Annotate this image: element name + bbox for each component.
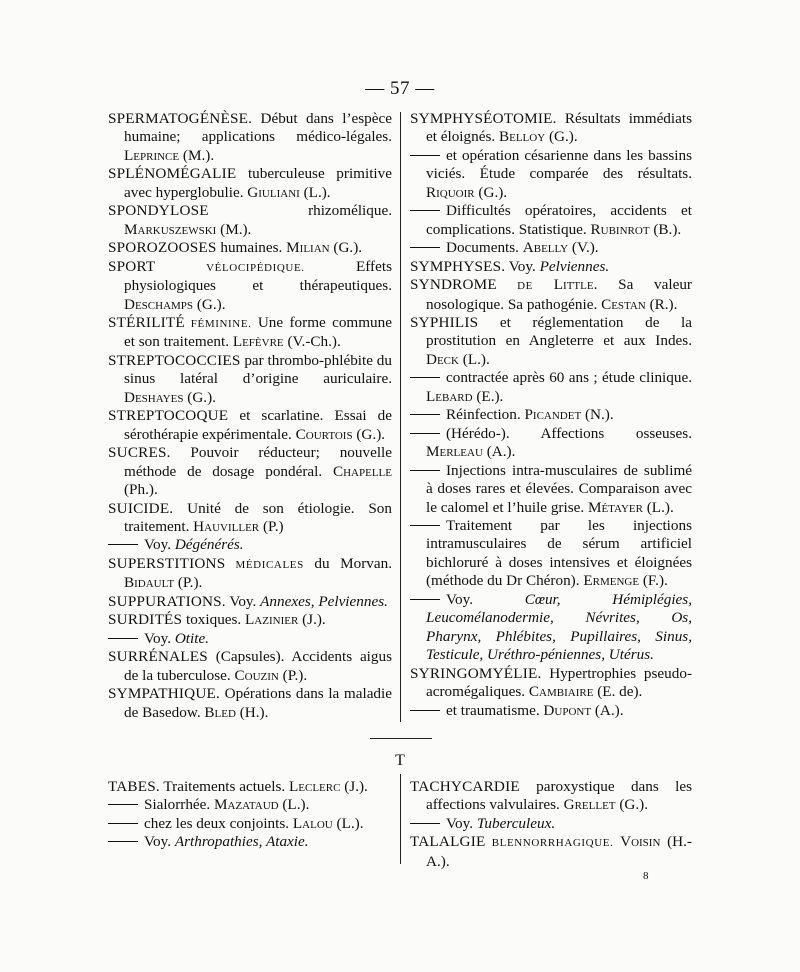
entry-text: (Capsules). Accidents aigus de la tuberculose. <box>124 648 392 684</box>
author-name: Ermenge <box>583 572 640 590</box>
author-name: Deshayes <box>124 388 184 406</box>
entry-qualifier: FÉMININE. <box>184 317 252 330</box>
entry-heading: SPERMATOGÉNÈSE. <box>108 110 253 127</box>
index-entry <box>108 778 392 796</box>
author-name: Chapelle <box>332 462 392 480</box>
author-name: Abelly <box>522 239 569 257</box>
index-entry <box>410 665 692 702</box>
author-name: Couzin <box>234 666 279 684</box>
entry-qualifier: DE <box>496 280 534 293</box>
section-rule <box>370 738 432 739</box>
index-entry <box>108 685 392 722</box>
author-name: Belloy <box>498 128 546 146</box>
entry-heading: SYPHILIS <box>410 313 479 331</box>
index-entry <box>410 425 692 462</box>
entry-heading: TACHYCARDIE <box>410 778 520 795</box>
author-name: Leprince <box>124 146 180 164</box>
entry-text: Début dans l’espèce humaine; applications médico-légales. <box>124 110 392 146</box>
entry-text: Traitements actuels. <box>159 778 289 795</box>
entry-heading: SUPPURATIONS. <box>108 592 226 610</box>
author-name: Cambiaire <box>528 683 594 701</box>
author-initials: (G.). <box>474 183 508 201</box>
ditto-dash <box>410 433 440 434</box>
author-name: Rubinrot <box>590 220 650 238</box>
author-initials: (G.). <box>545 128 578 146</box>
section-letter: T <box>395 752 405 769</box>
author-initials: (E. de). <box>593 683 643 701</box>
entry-text: Unité de son étiologie. Son traitement. <box>124 499 392 535</box>
author-name: Bidault <box>124 574 175 592</box>
index-entry <box>108 796 392 814</box>
ditto-dash <box>108 638 138 639</box>
author-name: Grellet <box>563 796 616 814</box>
entry-heading-name: Little. <box>533 276 598 294</box>
author-initials: (B.). <box>649 220 682 238</box>
index-entry <box>108 314 392 352</box>
entry-text: Voy. <box>144 536 175 554</box>
entry-qualifier: MÉDICALES <box>225 558 304 571</box>
ditto-dash <box>410 525 440 526</box>
author-initials: (N.). <box>581 406 614 424</box>
entry-text: Voy. <box>505 257 540 275</box>
entry-text: Réinfection. <box>446 406 525 424</box>
author-name: Cestan <box>601 295 646 313</box>
right-column <box>410 110 692 720</box>
author-initials: (L.). <box>642 498 674 516</box>
index-entry <box>108 536 392 554</box>
author-initials: (A.). <box>482 443 516 461</box>
index-entry <box>410 239 692 257</box>
author-name: Dupont <box>543 701 592 719</box>
entry-heading: SYMPATHIQUE. <box>108 685 220 703</box>
author-initials: (G.). <box>193 295 226 313</box>
author-initials: (Ph.). <box>124 481 158 499</box>
index-entry <box>410 815 692 833</box>
cross-reference: Cœur, Hémiplégies, Leucomélanodermie, Névrites, Os, Pharynx, Phlébites, Pupillaires, Sinus, Testicule, Uréthro-péniennes, Utérus. <box>426 590 692 664</box>
ditto-dash <box>410 823 440 824</box>
index-entry <box>108 258 392 314</box>
index-entry <box>108 611 392 629</box>
left-column <box>108 110 392 722</box>
entry-text: et traumatisme. <box>446 701 544 719</box>
author-name: Deschamps <box>124 295 194 313</box>
author-name: Voisin <box>620 833 661 851</box>
entry-heading: SYMPHYSÉOTOMIE. <box>410 110 557 127</box>
ditto-dash <box>108 823 138 824</box>
index-entry <box>410 833 692 871</box>
entry-text: Voy. <box>144 833 175 851</box>
index-entry <box>108 444 392 499</box>
author-name: Markuszewski <box>124 220 217 238</box>
ditto-dash <box>410 414 440 415</box>
author-initials: (H.-A.). <box>426 833 692 870</box>
entry-text: Traitement par les injections intramusculaires de sérum artificiel bichloruré à doses intensives et éloignées (méthode du Dr Chéron). <box>426 516 692 590</box>
author-initials: (J.). <box>340 778 368 795</box>
entry-heading: SYMPHYSES. <box>410 257 506 275</box>
entry-text: Injections intra-musculaires de sublimé à doses rares et élevées. Comparaison avec le calomel et l’huile grise. <box>426 461 692 516</box>
author-initials: (V.-Ch.). <box>283 333 341 351</box>
entry-text: Documents. <box>446 239 523 257</box>
page-number: — 57 — <box>365 78 435 99</box>
index-entry <box>410 276 692 314</box>
entry-heading: SUICIDE. <box>108 499 174 517</box>
ditto-dash <box>410 210 440 211</box>
index-entry <box>410 591 692 665</box>
column-divider-bottom <box>400 774 401 864</box>
index-entry <box>108 648 392 685</box>
right-column-section-t <box>410 778 692 871</box>
index-entry <box>108 352 392 407</box>
index-entry <box>108 555 392 593</box>
entry-heading: SURDITÉS <box>108 611 183 629</box>
ditto-dash <box>108 544 138 545</box>
author-name: Giuliani <box>247 183 300 201</box>
author-initials: (M.). <box>179 146 215 164</box>
entry-heading: SPLÉNOMÉGALIE <box>108 165 237 183</box>
entry-text: Voy. <box>446 590 525 608</box>
entry-text: tuberculeuse primitive avec hyperglobulie. <box>124 165 392 201</box>
index-entry <box>108 165 392 202</box>
entry-heading: SPOROZOOSES <box>108 239 217 257</box>
index-entry <box>410 462 692 517</box>
column-divider-top <box>400 112 401 722</box>
left-column-section-t <box>108 778 392 852</box>
index-entry <box>410 778 692 815</box>
entry-heading: SPORT <box>108 257 156 275</box>
entry-heading: TALALGIE <box>410 833 486 851</box>
entry-text: Sa valeur nosologique. Sa pathogénie. <box>426 276 692 313</box>
entry-text: rhizomélique. <box>208 202 392 220</box>
signature-mark: 8 <box>643 870 649 882</box>
author-name: Merleau <box>426 443 483 461</box>
index-entry <box>410 702 692 720</box>
author-initials: (G.). <box>615 796 649 814</box>
author-name: Picandet <box>524 406 582 424</box>
author-initials: (L.). <box>278 796 310 814</box>
author-name: Riquoir <box>426 183 475 201</box>
entry-text: du Morvan. <box>303 554 392 572</box>
author-initials: (E.). <box>472 387 504 405</box>
entry-text: Voy. <box>225 592 261 610</box>
author-name: Lefèvre <box>232 333 284 351</box>
entry-heading: SYNDROME <box>410 276 497 294</box>
author-initials: (P.). <box>174 574 203 592</box>
ditto-dash <box>410 710 440 711</box>
entry-heading: SYRINGOMYÉLIE. <box>410 664 542 682</box>
author-name: Milian <box>286 239 330 257</box>
entry-text: et opération césarienne dans les bassins viciés. Étude comparée des résultats. <box>426 146 692 183</box>
entry-text: Résultats immédiats et éloignés. <box>426 110 692 146</box>
entry-text: (Hérédo-). Affections osseuses. <box>446 424 692 442</box>
entry-text: Effets physiologiques et thérapeutiques. <box>124 257 392 295</box>
entry-text: Hypertrophies pseudo-acromégaliques. <box>426 664 692 701</box>
index-entry <box>108 630 392 648</box>
author-name: Hauviller <box>193 517 260 535</box>
index-entry <box>108 239 392 257</box>
ditto-dash <box>410 599 440 600</box>
index-entry <box>410 147 692 202</box>
index-entry <box>410 517 692 591</box>
cross-reference: Annexes, Pelviennes. <box>260 592 388 610</box>
index-entry <box>410 369 692 406</box>
entry-text: et scarlatine. Essai de sérothérapie expérimentale. <box>124 407 392 443</box>
entry-heading: TABES. <box>108 778 160 795</box>
author-initials: (L.). <box>458 350 490 368</box>
ditto-dash <box>410 470 440 471</box>
index-entry <box>108 110 392 165</box>
index-entry <box>108 407 392 444</box>
author-initials: (M.). <box>216 220 252 238</box>
entry-heading: STREPTOCOQUE <box>108 407 229 425</box>
author-initials: (V.). <box>568 239 599 257</box>
entry-text: toxiques. <box>182 611 246 629</box>
entry-text: par thrombo-phlébite du sinus latéral d’origine auriculaire. <box>124 351 392 388</box>
ditto-dash <box>410 377 440 378</box>
author-initials: (L.). <box>332 814 364 832</box>
ditto-dash <box>108 804 138 805</box>
cross-reference: Dégénérés. <box>174 536 244 554</box>
author-name: Lalou <box>292 814 333 832</box>
index-entry <box>410 314 692 369</box>
entry-text: Difficultés opératoires, accidents et complications. Statistique. <box>426 202 692 238</box>
entry-text: Pouvoir réducteur; nouvelle méthode de dosage pondéral. <box>124 444 392 480</box>
entry-text: et réglementation de la prostitution en Angleterre et aux Indes. <box>426 313 692 350</box>
entry-text: Voy. <box>446 814 477 832</box>
author-name: Lazinier <box>245 611 299 629</box>
entry-heading: SURRÉNALES <box>108 648 208 666</box>
author-initials: (H.). <box>235 703 269 721</box>
cross-reference: Tuberculeux. <box>476 814 556 832</box>
index-entry <box>410 258 692 276</box>
author-initials: (P.). <box>278 666 308 684</box>
cross-reference: Arthropathies, Ataxie. <box>174 833 309 851</box>
entry-heading: STREPTOCOCCIES <box>108 351 241 369</box>
index-entry <box>108 815 392 833</box>
index-entry <box>108 202 392 239</box>
entry-heading: STÉRILITÉ <box>108 313 185 331</box>
index-entry <box>108 500 392 537</box>
index-entry <box>410 110 692 147</box>
entry-text: humaines. <box>216 239 287 257</box>
author-initials: (A.). <box>591 701 624 719</box>
cross-reference: Pelviennes. <box>539 257 610 275</box>
entry-heading: SUCRES. <box>108 444 171 462</box>
entry-text: contractée après 60 ans ; étude clinique. <box>446 369 692 387</box>
author-name: Lebard <box>426 387 473 405</box>
index-entry <box>410 406 692 424</box>
entry-text: Sialorrhée. <box>144 796 215 814</box>
entry-text: Voy. <box>144 629 175 647</box>
index-entry <box>108 833 392 851</box>
author-initials: (G.). <box>352 425 386 443</box>
author-name: Deck <box>426 350 459 368</box>
author-name: Bled <box>204 703 236 721</box>
author-initials: (G.). <box>329 239 363 257</box>
author-initials: (F.). <box>639 572 668 590</box>
entry-heading: SUPERSTITIONS <box>108 554 226 572</box>
cross-reference: Otite. <box>174 629 209 647</box>
entry-text: Une forme commune et son traitement. <box>124 313 392 351</box>
author-name: Mazataud <box>214 796 279 814</box>
index-entry <box>410 202 692 239</box>
author-initials: (L.). <box>299 183 331 201</box>
author-initials: (J.). <box>298 611 326 629</box>
author-initials: (P.) <box>259 517 284 535</box>
entry-heading: SPONDYLOSE <box>108 202 209 220</box>
entry-qualifier: BLENNORRHAGIQUE. <box>485 837 614 850</box>
ditto-dash <box>410 155 440 156</box>
author-initials: (R.). <box>645 295 678 313</box>
author-name: Courtois <box>295 425 353 443</box>
entry-text: chez les deux conjoints. <box>144 814 293 832</box>
entry-text: Opérations dans la maladie de Basedow. <box>124 685 392 721</box>
author-name: Métayer <box>587 498 643 516</box>
ditto-dash <box>410 247 440 248</box>
entry-qualifier: VÉLOCIPÉDIQUE. <box>155 261 305 274</box>
index-entry <box>108 593 392 611</box>
ditto-dash <box>108 841 138 842</box>
author-name: Leclerc <box>288 778 341 795</box>
author-initials: (G.). <box>183 388 216 406</box>
entry-text: paroxystique dans les affections valvulaires. <box>426 778 692 814</box>
